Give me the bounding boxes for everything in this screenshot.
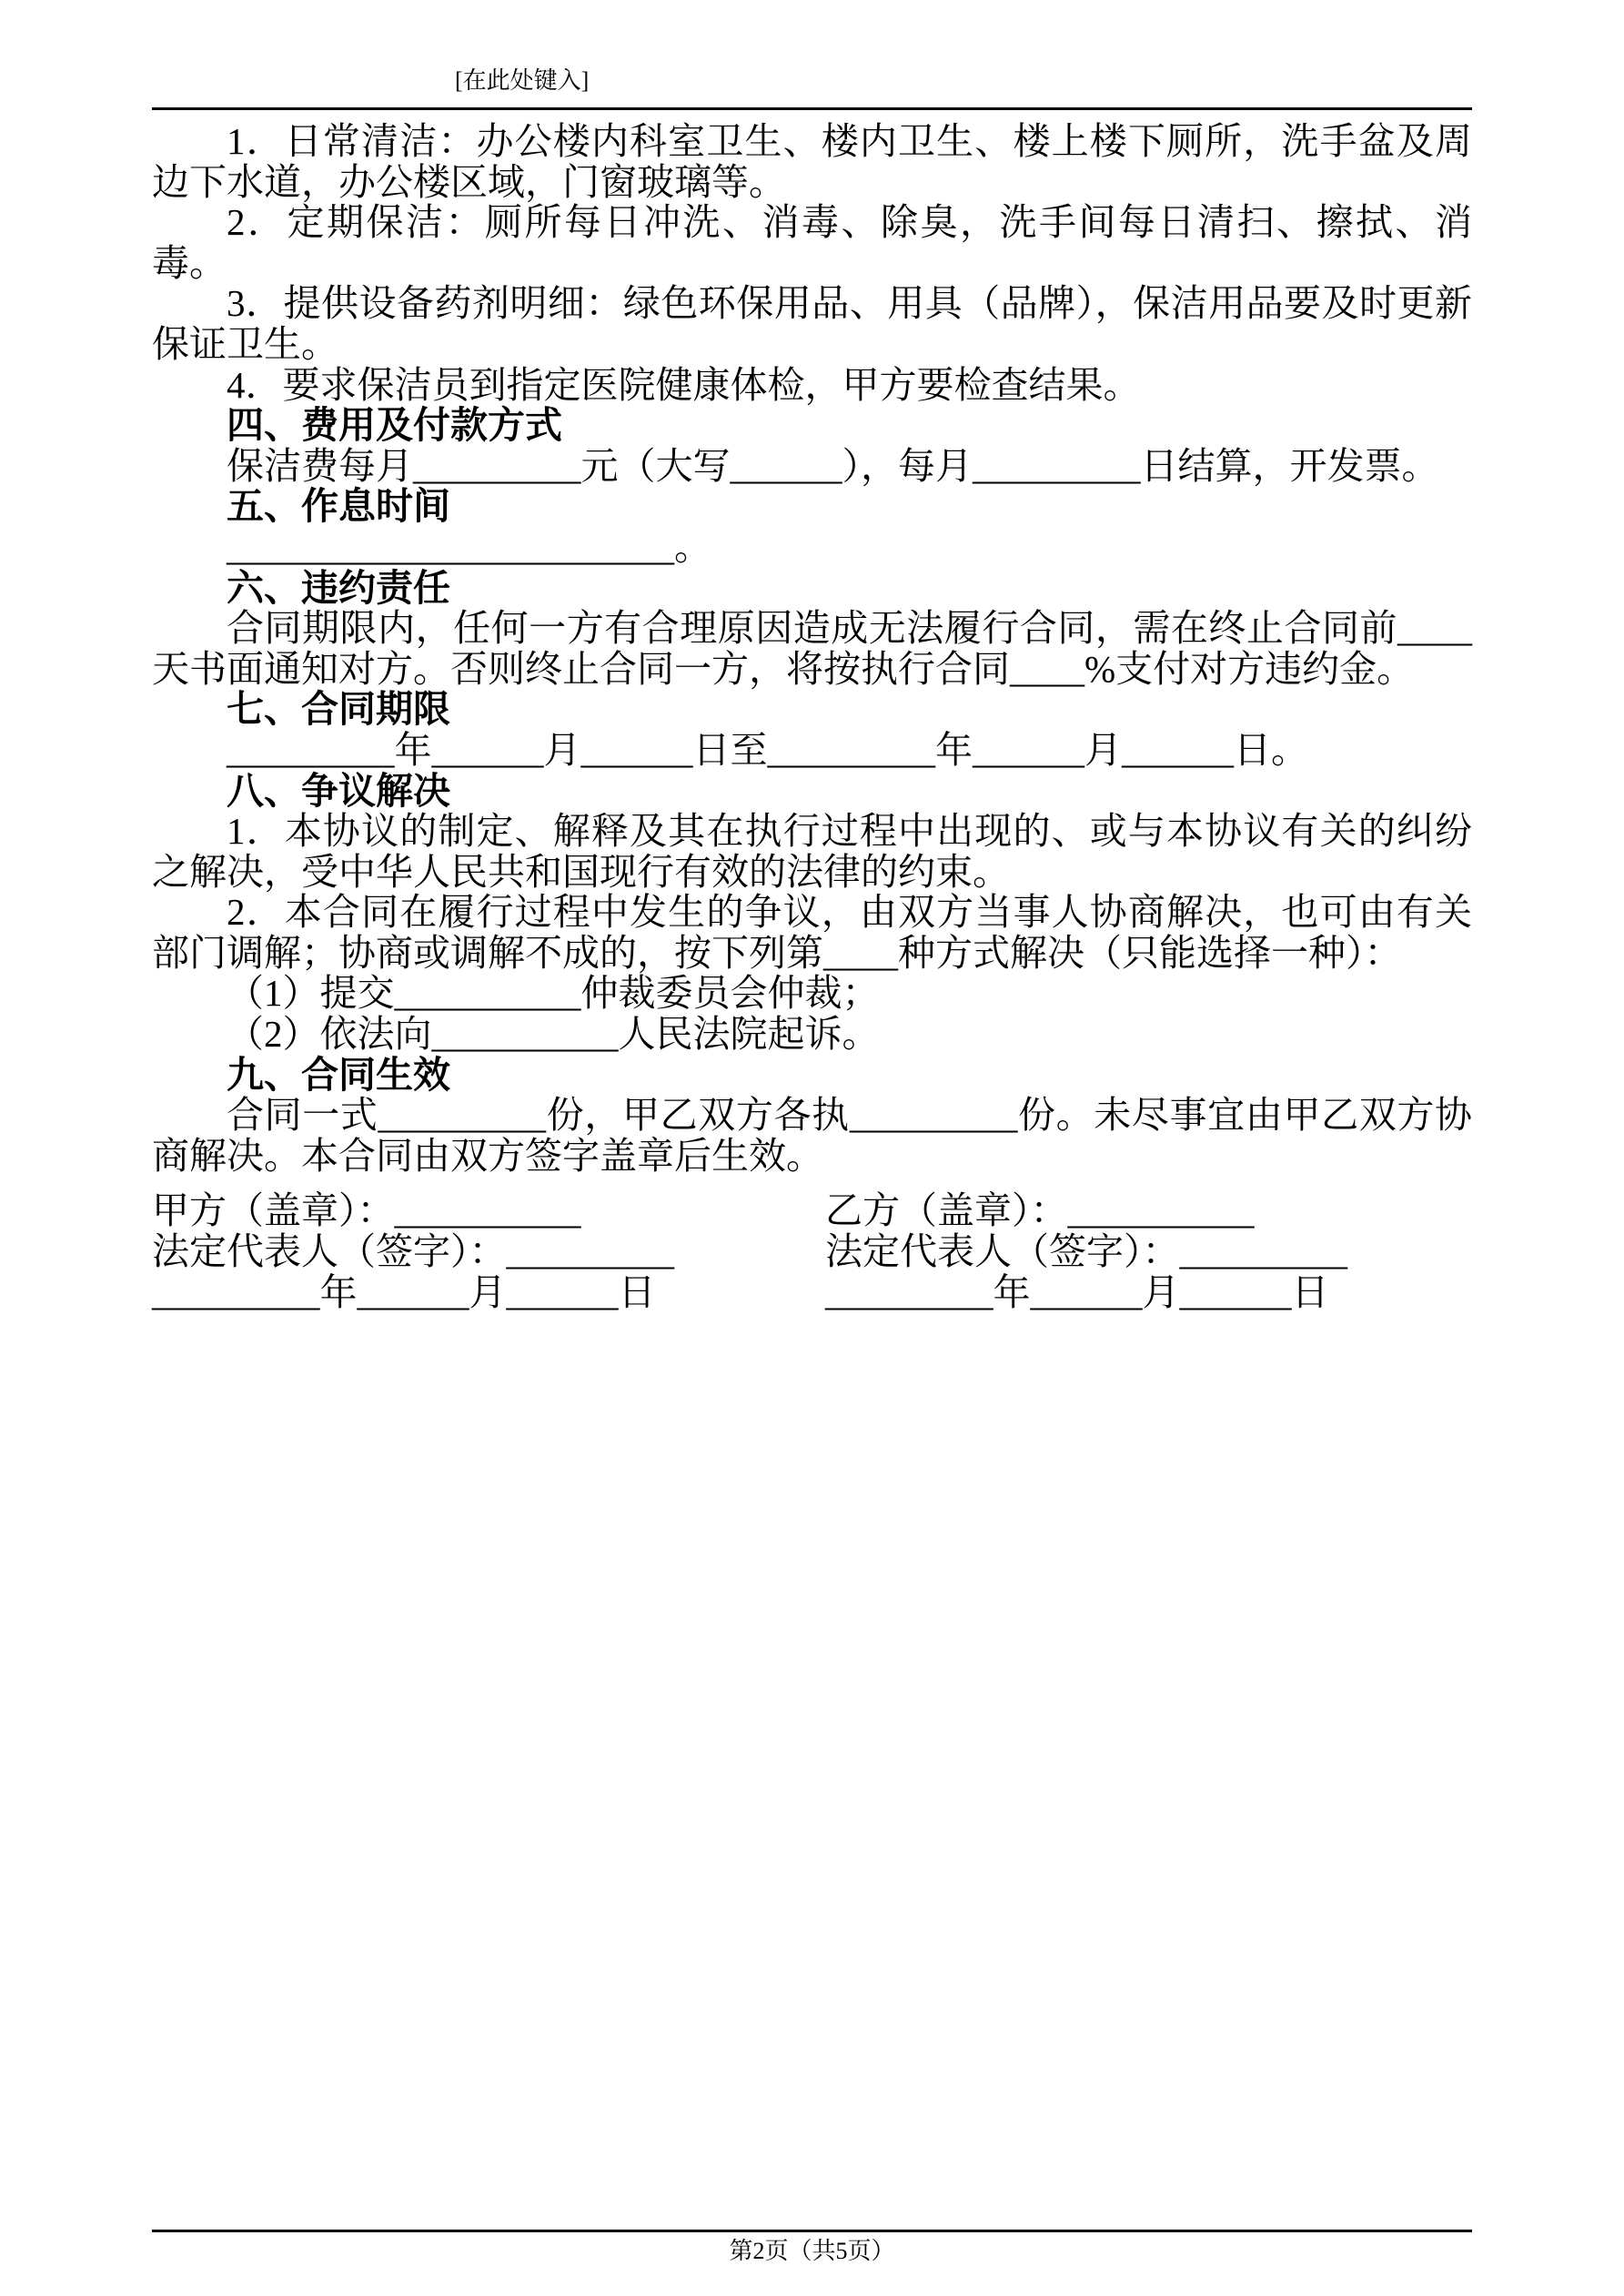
page-footer	[0, 2238, 1624, 2265]
footer-rule	[152, 2230, 1472, 2232]
signature-row-date	[152, 1272, 1472, 1313]
para-contract-term-dates: _________年______月______日至_________年______月______日。	[227, 728, 1308, 771]
para-equipment-supplies: 3．提供设备药剂明细：绿色环保用品、用具（品牌），保洁用品要及时更新保证卫生。	[152, 282, 1472, 365]
para-dispute-methods: 2．本合同在履行过程中发生的争议，由双方当事人协商解决，也可由有关部门调解；协商或调解不成的，按下列第____种方式解决（只能选择一种）：	[152, 891, 1472, 974]
heading-fees-payment: 四、费用及付款方式	[227, 404, 562, 447]
para-breach-liability: 合同期限内，任何一方有合理原因造成无法履行合同，需在终止合同前____天书面通知对方。否则终止合同一方，将按执行合同____%支付对方违约金。	[152, 607, 1472, 690]
para-dispute-court: （2）依法向__________人民法院起诉。	[227, 1013, 880, 1056]
page-number-text: 第2页（共5页）	[729, 2238, 895, 2264]
party-a-seal-line: 甲方（盖章）：__________	[152, 1189, 581, 1232]
document-body	[152, 121, 1472, 1312]
signature-row-representative	[152, 1231, 1472, 1272]
party-a-date-line: _________年______月______日	[152, 1270, 656, 1313]
heading-breach-liability: 六、违约责任	[227, 566, 450, 609]
party-a-representative-line: 法定代表人（签字）：_________	[152, 1230, 674, 1273]
para-health-check: 4．要求保洁员到指定医院健康体检，甲方要检查结果。	[227, 363, 1141, 406]
para-contract-copies: 合同一式_________份，甲乙双方各执_________份。未尽事宜由甲乙双方协商解决。本合同由双方签字盖章后生效。	[152, 1094, 1472, 1177]
heading-contract-effect: 九、合同生效	[227, 1053, 450, 1096]
para-periodic-cleaning: 2．定期保洁：厕所每日冲洗、消毒、除臭，洗手间每日清扫、擦拭、消毒。	[152, 201, 1472, 284]
signature-block	[152, 1190, 1472, 1312]
party-b-representative-line: 法定代表人（签字）：_________	[825, 1230, 1347, 1273]
para-daily-cleaning: 1．日常清洁：办公楼内科室卫生、楼内卫生、楼上楼下厕所，洗手盆及周边下水道，办公楼区域，门窗玻璃等。	[152, 120, 1472, 203]
heading-work-hours: 五、作息时间	[227, 485, 450, 528]
page-header-placeholder: [在此处键入]	[455, 67, 590, 94]
para-fee-details: 保洁费每月_________元（大写______），每月_________日结算，开发票。	[227, 444, 1439, 487]
para-dispute-arbitration: （1）提交__________仲裁委员会仲裁；	[227, 972, 880, 1015]
para-dispute-law: 1．本协议的制定、解释及其在执行过程中出现的、或与本协议有关的纠纷之解决，受中华人民共和国现行有效的法律的约束。	[152, 810, 1472, 893]
para-work-hours-blank: ________________________。	[227, 525, 711, 568]
party-b-seal-line: 乙方（盖章）：__________	[825, 1189, 1255, 1232]
header-rule	[152, 107, 1472, 110]
signature-row-seal	[152, 1190, 1472, 1231]
party-b-date-line: _________年______月______日	[825, 1270, 1329, 1313]
heading-dispute-resolution: 八、争议解决	[227, 769, 450, 812]
heading-contract-term: 七、合同期限	[227, 688, 450, 731]
